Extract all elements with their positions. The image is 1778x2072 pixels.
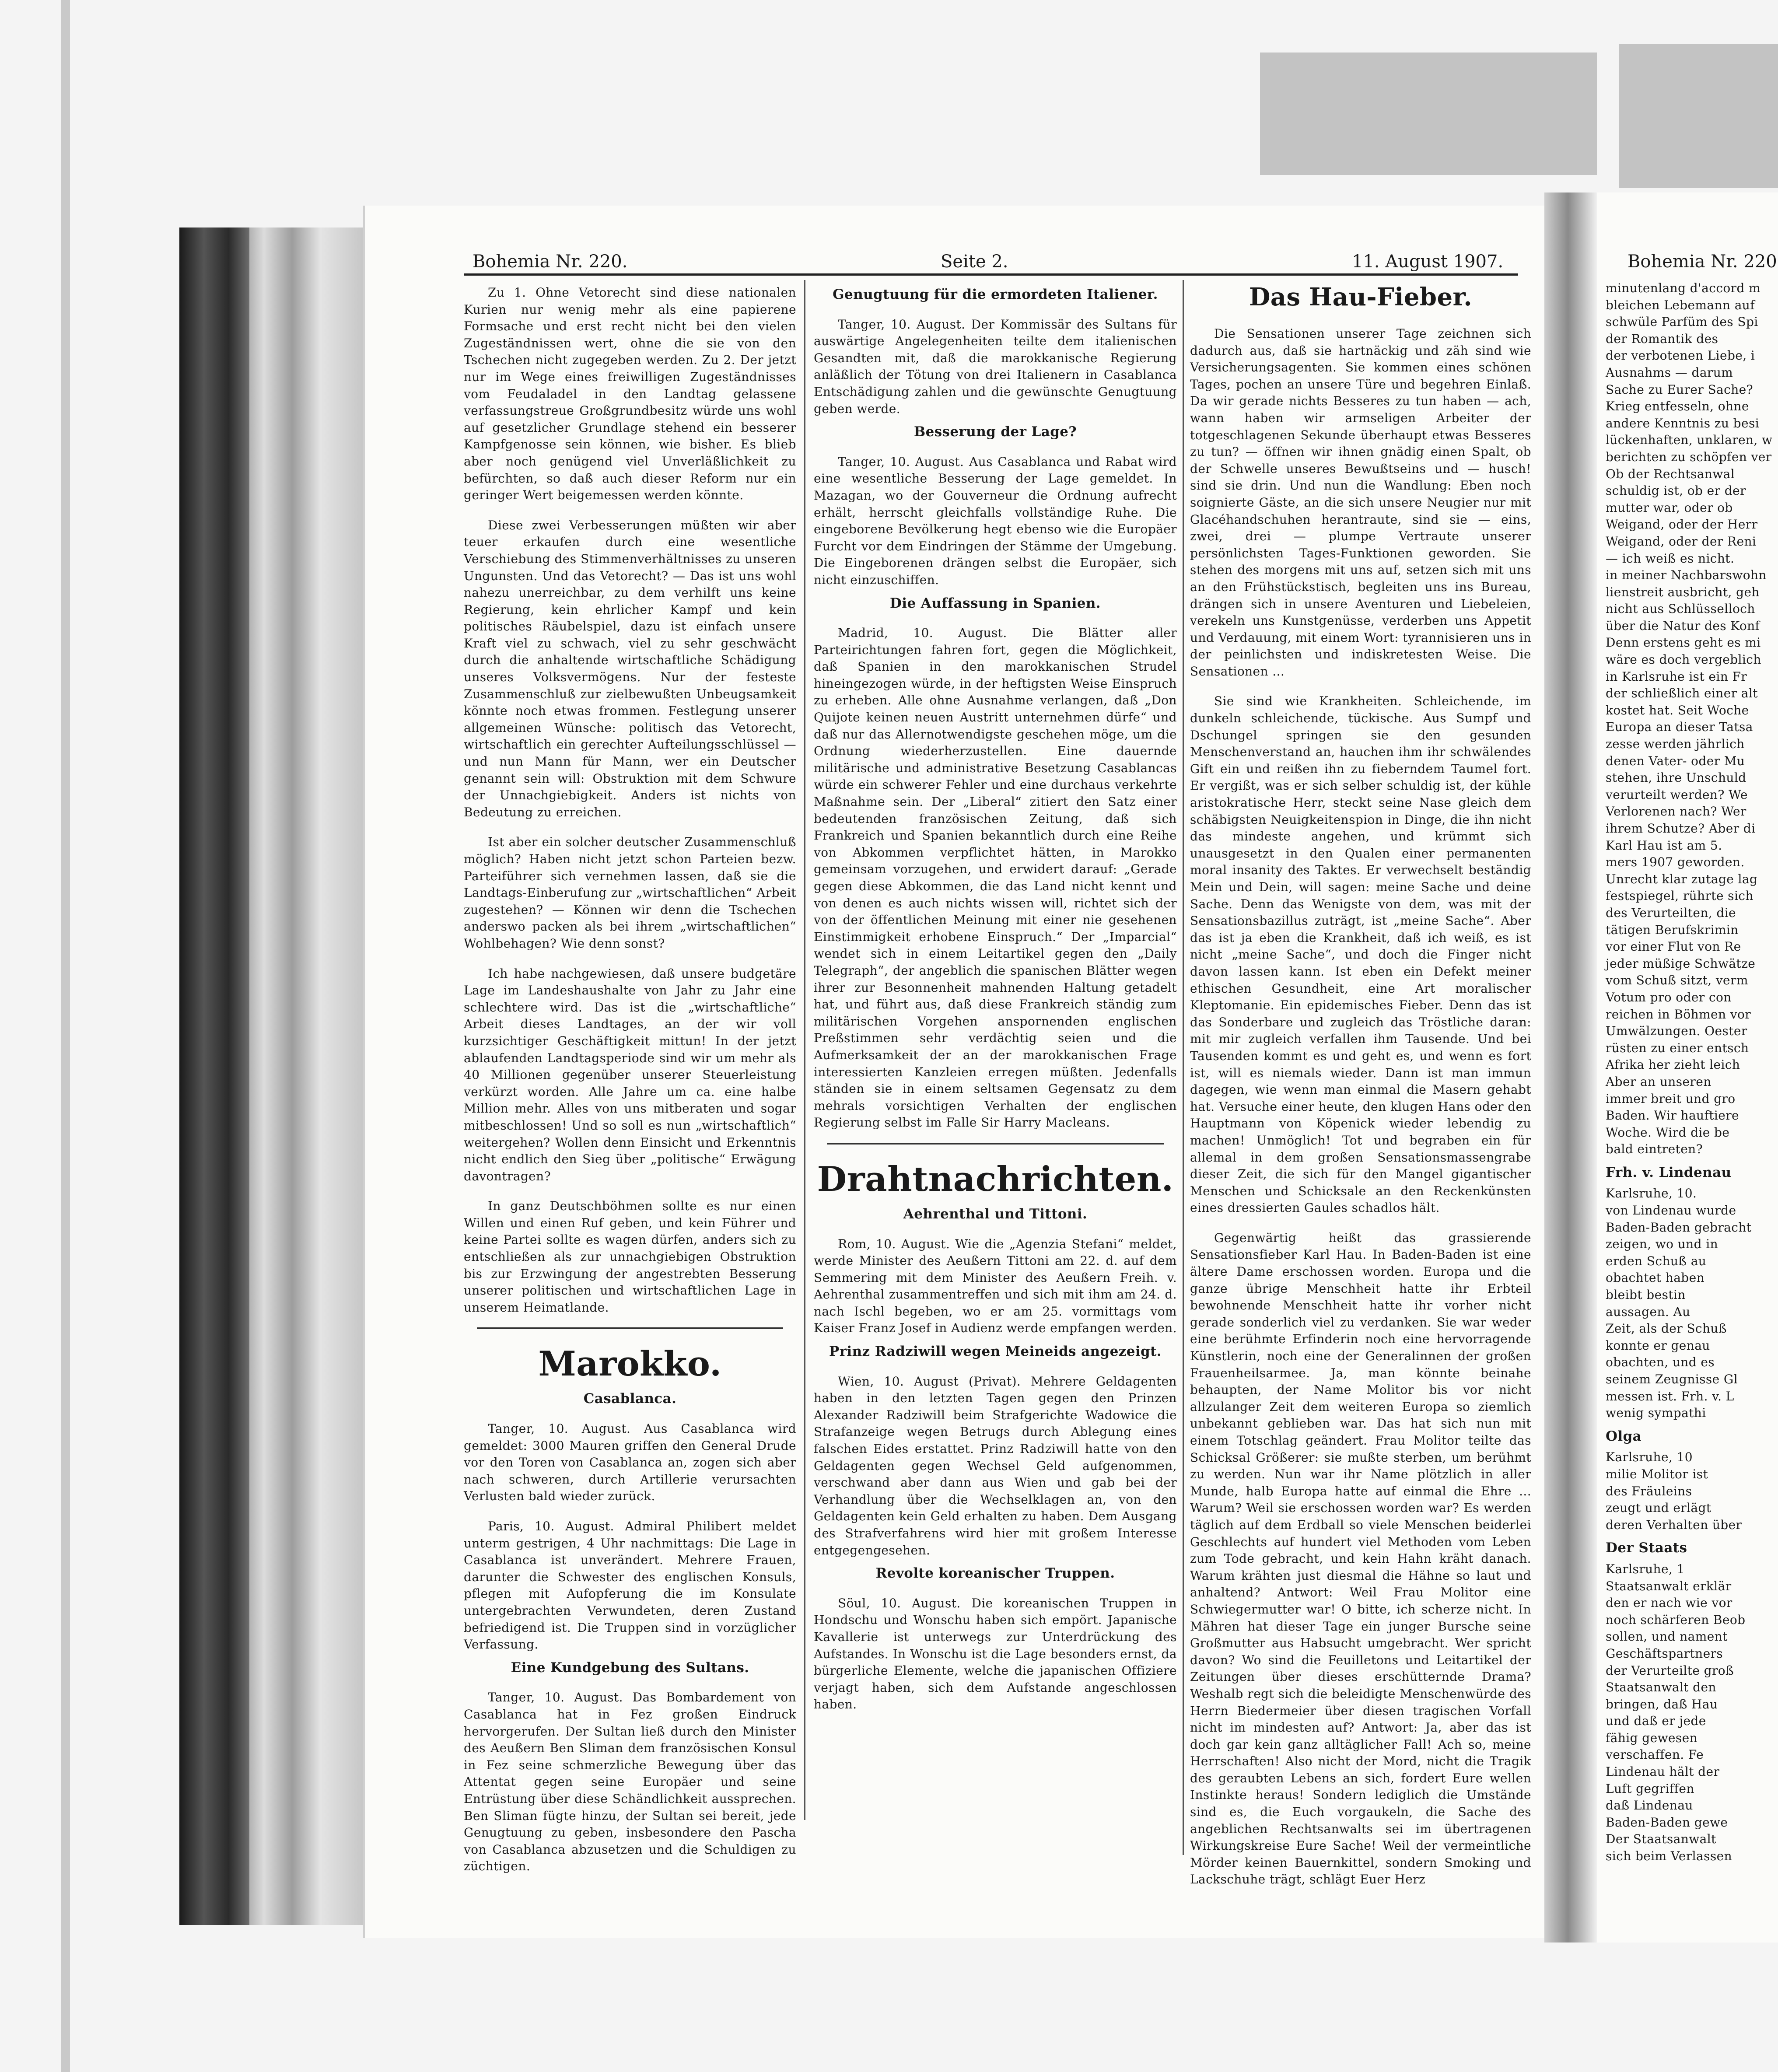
paragraph: In ganz Deutschböhmen sollte es nur einen Willen und einen Ruf geben, und kein Führer und keine Partei sollte es wagen dürfen, anders sich zu entschließen als zur unnachgiebigen Obstruktion bis zur Erzwingung der angestrebten Besserung unserer politischen und wirtschaftlichen Lage in unserem Heimatlande.: [464, 1199, 796, 1315]
paragraph: Tanger, 10. August. Aus Casablanca und Rabat wird eine wesentliche Besserung der Lage gemeldet. In Mazagan, wo der Gouverneur die Ordnung aufrecht erhält, herrscht gleichfalls vollständige Ruhe. Die eingeborene Bevölkerung hegt ebenso wie die Europäer Furcht vor dem Eindringen der Stämme der Umgebung. Die Eingeborenen drängen selbst die Europäer, sich nicht einzuschiffen.: [814, 454, 1177, 587]
text-line: Staatsanwalt den: [1606, 1680, 1716, 1695]
section-rule: [827, 1143, 1164, 1144]
text-block: [1606, 1449, 1778, 1533]
paragraph: Söul, 10. August. Die koreanischen Truppen in Hondschu und Wonschu haben sich empört. Japanische Kavallerie ist unterwegs zur Unterdrückung des Aufstandes. In Wonschu ist die Lage besonders ernst, da bürgerliche Elemente, welche die japanischen Offiziere verjagt haben, sich dem Aufstande angeschlossen haben.: [814, 1596, 1177, 1712]
text-line: Karlsruhe, 1: [1606, 1561, 1685, 1576]
paragraph: Ist aber ein solcher deutscher Zusammenschluß möglich? Haben nicht jetzt schon Parteien bezw. Parteiführer sich vernehmen lassen, daß sie die Landtags-Einberufung zur „wirtschaftlichen“ Arbeit zugestehen? — Können wir denn die Tschechen anderswo packen als bei ihrem „wirtschaftlichen“ Wohlbehagen? Wie denn sonst?: [464, 835, 796, 951]
text-line: aussagen. Au: [1606, 1304, 1690, 1319]
section-rule: [477, 1327, 783, 1329]
text-line: über die Natur des Konf: [1606, 618, 1760, 633]
scanner-edge: [61, 0, 70, 2072]
text-line: der verbotenen Liebe, i: [1606, 348, 1755, 363]
masthead-left: Bohemia Nr. 220.: [472, 252, 628, 272]
text-line: verschaffen. Fe: [1606, 1747, 1704, 1762]
text-line: Sache zu Eurer Sache?: [1606, 382, 1754, 397]
text-line: der schließlich einer alt: [1606, 686, 1758, 701]
section-title-marokko: Marokko.: [538, 1344, 722, 1384]
next-page-masthead: Bohemia Nr. 220: [1628, 252, 1777, 272]
text-line: mers 1907 geworden.: [1606, 855, 1745, 870]
subsection-title: Frh. v. Lindenau: [1606, 1164, 1732, 1180]
text-line: Geschäftspartners: [1606, 1646, 1723, 1661]
column-1: [464, 284, 796, 1875]
text-line: der Romantik des: [1606, 331, 1718, 346]
text-line: Ausnahms — darum: [1606, 365, 1733, 380]
text-line: Afrika her zieht leich: [1606, 1057, 1740, 1072]
text-line: Lindenau hält der: [1606, 1764, 1720, 1779]
text-line: mutter war, oder ob: [1606, 500, 1733, 515]
bleed-through-patch: [1260, 52, 1597, 175]
text-line: obachtet haben: [1606, 1270, 1705, 1285]
text-line: Karlsruhe, 10.: [1606, 1186, 1697, 1201]
text-line: des Fräuleins: [1606, 1484, 1692, 1498]
text-line: Woche. Wird die be: [1606, 1125, 1730, 1140]
text-line: den er nach wie vor: [1606, 1596, 1732, 1610]
text-line: minutenlang d'accord m: [1606, 281, 1761, 295]
text-line: der Verurteilte groß: [1606, 1663, 1734, 1678]
subsection-title: Prinz Radziwill wegen Meineids angezeigt.: [829, 1344, 1162, 1360]
paragraph: Tanger, 10. August. Aus Casablanca wird gemeldet: 3000 Mauren griffen den General Drude vor den Toren von Casablanca an, zogen sich aber nach schweren, durch Artillerie verursachten Verlusten bald wieder zurück.: [464, 1421, 796, 1504]
text-line: ihrem Schutze? Aber di: [1606, 821, 1756, 836]
paragraph: Tanger, 10. August. Der Kommissär des Sultans für auswärtige Angelegenheiten teilte dem italienischen Gesandten mit, daß die marokkanische Regierung anläßlich der Tötung von drei Italienern in Casablanca Entschädigung zahlen und die gewünschte Genugtuung geben werde.: [814, 317, 1177, 416]
text-line: reichen in Böhmen vor: [1606, 1007, 1751, 1022]
book-spine: [179, 228, 249, 1925]
paragraph: Rom, 10. August. Wie die „Agenzia Stefani“ meldet, werde Minister des Aeußern Tittoni am 22. d. auf dem Semmering mit dem Minister des Aeußern Freih. v. Aehrenthal zusammentreffen und sich mit ihm am 24. d. nach Ischl begeben, wo er am 25. vormittags vom Kaiser Franz Josef in Audienz werde empfangen werden.: [814, 1236, 1177, 1336]
subsection-title: Revolte koreanischer Truppen.: [875, 1565, 1115, 1582]
header-rule: [464, 273, 1518, 276]
text-line: deren Verhalten über: [1606, 1517, 1742, 1532]
text-line: Unrecht klar zutage lag: [1606, 872, 1758, 886]
text-line: Ob der Rechtsanwal: [1606, 466, 1735, 481]
text-line: vom Schuß sitzt, verm: [1606, 973, 1748, 988]
paragraph: Tanger, 10. August. Das Bombardement von Casablanca hat in Fez großen Eindruck hervorgerufen. Der Sultan ließ durch den Minister des Aeußern Ben Sliman dem französischen Konsul in Fez seine schmerzliche Bewegung über das Attentat gegen seine Europäer und seine Entrüstung über diese Schändlichkeit aussprechen. Ben Sliman fügte hinzu, der Sultan sei bereit, jede Genugtuung zu geben, insbesondere den Pascha von Casablanca abzusetzen und die Schuldigen zu züchtigen.: [464, 1690, 796, 1874]
text-line: fähig gewesen: [1606, 1730, 1698, 1745]
text-line: festspiegel, rührte sich: [1606, 889, 1754, 903]
text-block: [1606, 1185, 1778, 1421]
subsection-title: Casablanca.: [583, 1391, 677, 1407]
subsection-title: Aehrenthal und Tittoni.: [903, 1206, 1088, 1222]
text-line: Baden-Baden gewe: [1606, 1815, 1728, 1830]
text-line: Aber an unseren: [1606, 1074, 1712, 1089]
paragraph: Sie sind wie Krankheiten. Schleichende, im dunkeln schleichende, tückische. Aus Sumpf und Dschungel springen sie den gesunden Menschenverstand an, hauchen ihm ihr schwälendes Gift ein und reißen ihn zu fieberndem Taumel fort. Er vergißt, was er sich selber schuldig ist, der kühle aristokratische Herr, steckt seine Nase gleich dem schäbigsten Neuigkeitenspion in Dinge, die ihn nicht das mindeste angehen, und krümmt sich unausgesetzt in den Qualen einer permanenten moral insanity des Taktes. Er verwechselt beständig Mein und Dein, will sagen: meine Sache und deine Sache. Denn das Wenigste von dem, was mit der Sensationsbazillus zuträgt, ist „meine Sache“. Aber das ist ja eben die Krankheit, daß ich weiß, es ist nicht „meine Sache“, und doch die Finger nicht davon lassen kann. Ist eben ein Defekt meiner ethischen Gesundheit, eine Art moralischer Kleptomanie. Ein epidemisches Fieber. Denn das ist das Sonderbare und zugleich das Tröstliche daran: mit mir zugleich verfallen ihm Tausende. Und bei Tausenden kommt es und geht es, und wenn es fort ist, will es niemals wieder. Dann ist man immun dagegen, wie wenn man einmal die Masern gehabt hat. Versuche einer heute, den klugen Hans oder den Hauptmann von Köpenick wieder lebendig zu machen! Unmöglich! Tot und begraben ein für allemal in dem großen Sensationsmassengrabe dieser Zeit, die sich für den Mangel gigantischer Menschen und Schicksale an den Reckenkünsten eines dressierten Gaules schadlos hält.: [1190, 694, 1531, 1215]
text-line: erden Schuß au: [1606, 1253, 1707, 1268]
text-line: Der Staatsanwalt: [1606, 1832, 1716, 1847]
text-line: bald eintreten?: [1606, 1142, 1703, 1157]
text-block: [1606, 1561, 1778, 1865]
bleed-through-patch-right: [1619, 44, 1778, 188]
text-line: denen Vater- oder Mu: [1606, 753, 1745, 768]
subsection-title: Eine Kundgebung des Sultans.: [511, 1659, 749, 1676]
text-line: Weigand, oder der Herr: [1606, 517, 1758, 532]
text-line: — ich weiß es nicht.: [1606, 551, 1735, 566]
text-line: Europa an dieser Tatsa: [1606, 720, 1753, 735]
paragraph: Die Sensationen unserer Tage zeichnen sich dadurch aus, daß sie hartnäckig und zäh sind wie Versicherungsagenten. Sie kommen eines schönen Tages, pochen an unsere Türe und begehren Einlaß. Da wir gerade nichts Besseres zu tun haben — ach, wann haben wir armseligen Arbeiter der totgeschlagenen Sekunde überhaupt etwas Besseres zu tun? — öffnen wir ihnen gnädig einen Spalt, ob der Schwelle unseres Bewußtseins und — husch! sind sie drin. Und nun die Wandlung: Eben noch soignierte Gäste, an die sich unsere Neugier nur mit Glacéhandschuhen herantraute, sind sie — eins, zwei, drei — plumpe Vertraute unserer persönlichsten Tages-Funktionen geworden. Sie stehen des morgens mit uns auf, setzen sich mit uns an den Frühstückstisch, begleiten uns ins Bureau, drängen sich in unsere Aventuren und Liebeleien, verekeln uns Kunstgenüsse, verderben uns Appetit und Verdauung, mit einem Wort: tyrannisieren uns in der peinlichsten und indiskretesten Weise. Die Sensationen ...: [1190, 326, 1531, 679]
text-line: Weigand, oder der Reni: [1606, 534, 1757, 549]
text-line: seinem Zeugnisse Gl: [1606, 1372, 1738, 1386]
paragraph: Wien, 10. August (Privat). Mehrere Geldagenten haben in den letzten Tagen gegen den Prinzen Alexander Radziwill beim Strafgerichte Wadowice die Strafanzeige wegen Betrugs durch Ablegung eines falschen Eides erstattet. Prinz Radziwill hatte von den Geldagenten gegen Wechsel Geld aufgenommen, verschwand aber dann aus Wien und gab bei der Verhandlung über die Wechselklagen an, von den Geldagenten kein Geld erhalten zu haben. Dem Ausgang des Strafverfahrens wird hier mit großem Interesse entgegengesehen.: [814, 1374, 1177, 1558]
column-divider-2: [1183, 280, 1184, 1855]
text-line: bleibt bestin: [1606, 1288, 1686, 1302]
text-line: Verlorenen nach? Wer: [1606, 804, 1746, 819]
text-line: noch schärferen Beob: [1606, 1612, 1746, 1627]
text-line: milie Molitor ist: [1606, 1466, 1708, 1481]
text-line: tätigen Berufskrimin: [1606, 922, 1739, 937]
text-line: Krieg entfesseln, ohne: [1606, 399, 1749, 414]
text-line: stehen, ihre Unschuld: [1606, 770, 1746, 785]
text-line: Baden. Wir hauftiere: [1606, 1108, 1739, 1123]
text-line: jeder müßige Schwätze: [1606, 956, 1756, 971]
text-line: berichten zu schöpfen ver: [1606, 449, 1772, 464]
text-line: wenig sympathi: [1606, 1406, 1706, 1421]
text-line: vor einer Flut von Re: [1606, 939, 1741, 954]
text-line: daß Lindenau: [1606, 1798, 1693, 1813]
text-line: rüsten zu einer entsch: [1606, 1040, 1749, 1055]
paragraph: Zu 1. Ohne Vetorecht sind diese nationalen Kurien nur wenig mehr als eine papierene Formsache und erst recht nicht bei den vielen Zugeständnissen wert, ohne die sie von den Tschechen nicht zugegeben werden. Zu 2. Der jetzt nur im Wege eines freiwilligen Zugeständnisses vom Feudaladel in den Landtag gelassene verfassungstreue Großgrundbesitz würde uns wohl auf gesetzlicher Grundlage stehend ein besserer Kampfgenosse sein können, wie bisher. Es blieb aber noch genügend viel Unverläßlichkeit zu befürchten, so daß auch dieser Reform nur ein geringer Wert beigemessen werden könnte.: [464, 285, 796, 503]
text-block: [1606, 280, 1778, 1158]
book-gutter: [1544, 192, 1597, 1942]
text-line: und daß er jede: [1606, 1714, 1706, 1729]
paragraph: Paris, 10. August. Admiral Philibert meldet unterm gestrigen, 4 Uhr nachmittags: Die Lage in Casablanca ist unverändert. Mehrere Frauen, darunter die Schwester des englischen Konsuls, pflegen mit Aufopferung die im Konsulate untergebrachten Verwundeten, deren Zustand befriedigend ist. Die Truppen sind in vorzüglicher Verfassung.: [464, 1519, 796, 1652]
paragraph: Madrid, 10. August. Die Blätter aller Parteirichtungen fahren fort, gegen die Möglichkeit, daß Spanien in den marokkanischen Strudel hineingezogen würde, in der heftigsten Weise Einspruch zu erheben. Alle ohne Ausnahme verlangen, daß „Don Quijote keinen neuen Austritt unternehmen dürfe“ und daß nur das Allernotwendigste geschehen möge, um die Ordnung wiederherzustellen. Eine dauernde militärische und administrative Besetzung Casablancas würde ein schwerer Fehler und eine durchaus verkehrte Maßnahme sein. Der „Liberal“ zitiert den Satz einer bedeutenden französischen Zeitung, daß sich Frankreich und Spanien bekanntlich durch eine Reihe von Abkommen verpflichtet hätten, in Marokko gemeinsam vorzugehen, und erwidert darauf: „Gerade gegen diese Abkommen, die das Land nicht kennt und von denen es auch nichts wissen will, richtet sich der von der öffentlichen Meinung mit einer nie gesehenen Einstimmigkeit erhobene Einspruch.“ Der „Imparcial“ wendet sich in einem Leitartikel gegen den „Daily Telegraph“, der angeblich die spanischen Blätter wegen ihrer zur Besonnenheit mahnenden Haltung getadelt hat, und führt aus, daß diese Frankreich ständig zum militärischen Vorgehen anspornenden englischen Preßstimmen sehr verdächtig seien und die Aufmerksamkeit der an der marokkanischen Frage interessierten Kanzleien erregen müßten. Jedenfalls ständen sie in einem seltsamen Gegensatz zu dem mehrals vorsichtigen Verhalten der englischen Regierung selbst im Falle Sir Harry Macleans.: [814, 626, 1177, 1130]
text-line: Staatsanwalt erklär: [1606, 1578, 1732, 1593]
text-line: verurteilt werden? We: [1606, 787, 1748, 802]
text-line: Luft gegriffen: [1606, 1781, 1694, 1796]
text-line: in Karlsruhe ist ein Fr: [1606, 669, 1747, 684]
section-title-drahtnachrichten: Drahtnachrichten.: [817, 1159, 1174, 1199]
text-line: Karlsruhe, 10: [1606, 1450, 1693, 1465]
paragraph: Diese zwei Verbesserungen müßten wir aber teuer erkaufen durch eine wesentliche Verschiebung des Stimmenverhältnisses zu unseren Ungunsten. Und das Vetorecht? — Das ist uns wohl nahezu unerreichbar, zu dem verhilft uns keine Regierung, kein ehrlicher Kampf und kein politisches Räubelspiel, dazu ist einfach unsere Kraft viel zu schwach, viel zu sehr geschwächt durch die anhaltende wirtschaftliche Schädigung unseres Volksvermögens. Nur der festeste Zusammenschluß zur zielbewußten Unbeugsamkeit könnte noch etwas frommen. Festlegung unserer allgemeinen Wünsche: politisch das Vetorecht, wirtschaftlich ein gerechter Aufteilungsschlüssel — und nun Mann für Mann, wer ein Deutscher genannt sein will: Obstruktion mit dem Schwure der Unnachgiebigkeit. Anders ist nichts von Bedeutung zu erreichen.: [464, 518, 796, 819]
paragraph: Gegenwärtig heißt das grassierende Sensationsfieber Karl Hau. In Baden-Baden ist eine ältere Dame erschossen worden. Europa und die ganze übrige Menschheit hatte ihr Erbteil bewohnende Menschheit hatte ihr vorher nicht gerade sonderlich viel zu verdanken. Sie war weder eine berühmte Erfinderin noch eine hervorragende Künstlerin, noch eine der Generalinnen der großen Frauenheilsarmee. Ja, man könnte beinahe behaupten, der Name Molitor bis vor nicht allzulanger Zeit dem weiteren Europa so ziemlich unbekannt geblieben war. Das hat sich nun mit einem Totschlag geändert. Frau Molitor teilte das Schicksal Größerer: sie mußte sterben, um berühmt zu werden. Nun war ihr Name plötzlich in aller Munde, halb Europa hatte auf einmal die Ehre ... Warum? Weil sie erschossen worden war? Es werden täglich auf dem Erdball so viele Menschen beiderlei Geschlechts auf hundert viel Methoden vom Leben zum Tode gebracht, und kein Hahn kräht danach. Warum krähten just diesmal die Hähne so laut und anhaltend? Antwort: Weil Frau Molitor eine Schwiegermutter war! O bitte, ich scherze nicht. In Mähren hat dieser Tage ein junger Bursche seine Großmutter aus Habsucht umgebracht. Wer spricht davon? Wo sind die Feuilletons und Leitartikel der Zeitungen über dieses erschütternde Drama? Weshalb regt sich die beleidigte Menschenwürde des Herrn Biedermeier über diesen tragischen Vorfall nicht im mindesten auf? Antwort: Ja, aber das ist doch gar kein ganz alltäglicher Fall! Ach so, meine Herrschaften! Also nicht der Mord, nicht die Tragik des geraubten Lebens an sich, fordert Eure wellen Instinkte heraus! Sondern lediglich die Umstände sind es, die Euch vorgaukeln, die Sache des angeblichen Rechtsanwalts sei im übertragenen Wirkungskreise Eure Sache! Weil der vermeintliche Mörder keinen Bauernkittel, sondern Smoking und Lackschuhe trägt, schlägt Euer Herz: [1190, 1230, 1531, 1887]
text-line: in meiner Nachbarswohn: [1606, 568, 1767, 583]
text-line: wäre es doch vergeblich: [1606, 652, 1761, 667]
text-line: obachten, und es: [1606, 1355, 1715, 1370]
column-divider-1: [804, 280, 805, 1820]
feuilleton-title: Das Hau-Fieber.: [1249, 283, 1473, 312]
subsection-title: Besserung der Lage?: [914, 424, 1077, 440]
subsection-title: Genugtuung für die ermordeten Italiener.: [833, 287, 1158, 302]
text-line: bringen, daß Hau: [1606, 1697, 1718, 1712]
text-line: Zeit, als der Schuß: [1606, 1321, 1727, 1336]
text-line: des Verurteilten, die: [1606, 905, 1736, 920]
text-line: messen ist. Frh. v. L: [1606, 1389, 1734, 1404]
subsection-title: Die Auffassung in Spanien.: [890, 595, 1101, 611]
text-line: bleichen Lebemann auf: [1606, 298, 1755, 312]
text-line: von Lindenau wurde: [1606, 1203, 1736, 1218]
text-line: lienstreit ausbricht, geh: [1606, 584, 1760, 599]
text-line: kostet hat. Seit Woche: [1606, 703, 1749, 718]
issue-date: 11. August 1907.: [1352, 252, 1504, 272]
text-line: immer breit und gro: [1606, 1091, 1736, 1106]
text-line: schwüle Parfüm des Spi: [1606, 315, 1758, 329]
page-number: Seite 2.: [941, 252, 1008, 272]
text-line: sich beim Verlassen: [1606, 1849, 1732, 1864]
column-2: [814, 280, 1177, 1713]
text-line: Votum pro oder con: [1606, 990, 1732, 1004]
text-line: Baden-Baden gebracht: [1606, 1220, 1752, 1235]
text-line: schuldig ist, ob er der: [1606, 483, 1746, 498]
paragraph: Ich habe nachgewiesen, daß unsere budgetäre Lage im Landeshaushalte von Jahr zu Jahr eine schlechtere wird. Das ist die „wirtschaftliche“ Arbeit dieses Landtages, an der wir voll kurzsichtiger Geschäftigkeit mittun! In der jetzt ablaufenden Landtagsperiode sind wir um mehr als 40 Millionen gegenüber unserer Steuerleistung verkürzt worden. Alle Jahre um ca. eine halbe Million mehr. Alles von uns mitberaten und sogar mitbeschlossen! Und so soll es nun „wirtschaftlich“ weitergehen? Wollen denn Einsicht und Erkenntnis nicht endlich den Sieg über „politische“ Erwägung davontragen?: [464, 966, 796, 1183]
text-line: nicht aus Schlüsselloch: [1606, 602, 1755, 616]
subsection-title: Der Staats: [1606, 1540, 1687, 1556]
subsection-title: Olga: [1606, 1428, 1642, 1444]
text-line: zeugt und erlägt: [1606, 1501, 1712, 1516]
text-line: zeigen, wo und in: [1606, 1237, 1718, 1252]
column-3: [1190, 280, 1531, 1888]
text-line: lückenhaften, unklaren, w: [1606, 433, 1773, 448]
text-line: andere Kenntnis zu besi: [1606, 416, 1760, 430]
column-next-page: [1606, 280, 1778, 1865]
text-line: konnte er genau: [1606, 1338, 1710, 1353]
text-line: Karl Hau ist am 5.: [1606, 838, 1722, 853]
text-line: zesse werden jährlich: [1606, 737, 1745, 752]
text-line: sollen, und nament: [1606, 1629, 1728, 1644]
text-line: Denn erstens geht es mi: [1606, 635, 1761, 650]
text-line: Umwälzungen. Oester: [1606, 1024, 1747, 1039]
